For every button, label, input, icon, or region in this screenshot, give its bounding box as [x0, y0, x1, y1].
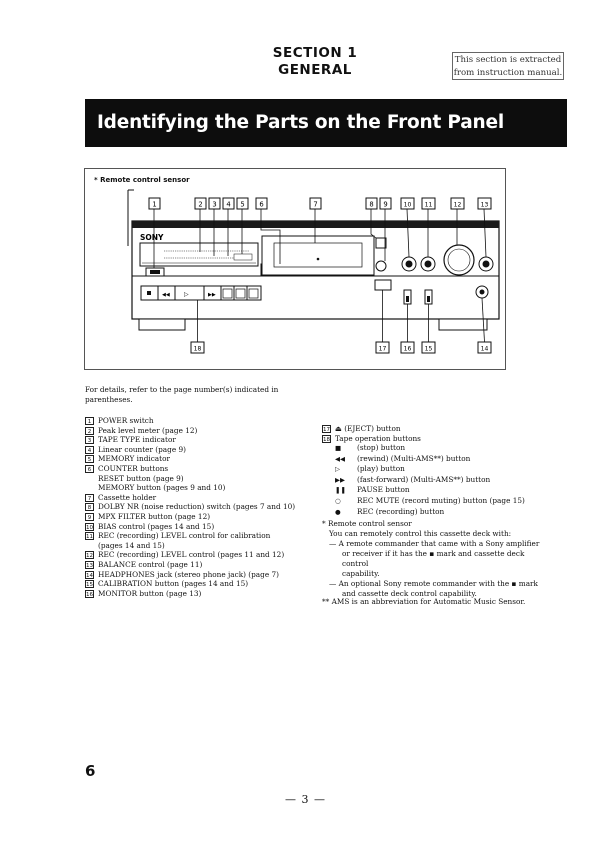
svg-text:▷: ▷ [184, 291, 189, 298]
part-item: 2 Peak level meter (page 12) [85, 426, 295, 436]
page-banner [85, 99, 567, 147]
section-heading [240, 45, 390, 79]
callout-15: 15 [424, 345, 433, 353]
section-title: GENERAL [278, 62, 352, 78]
callout-7: 7 [313, 200, 318, 209]
callout-8: 8 [369, 200, 374, 209]
svg-text:◀◀: ◀◀ [162, 292, 170, 298]
play-icon: ▷ [335, 465, 340, 474]
part-subitem: RESET button (page 9) [98, 473, 184, 483]
tape-operation-list [322, 443, 525, 517]
brand-logo: SONY [140, 233, 164, 242]
callout-1: 1 [152, 200, 157, 209]
remote-line: You can remotely control this cassette deck with: [329, 529, 512, 538]
callout-18: 18 [193, 345, 202, 353]
callout-16: 16 [403, 345, 412, 353]
part-item: 13 BALANCE control (page 11) [86, 559, 203, 569]
part-item: 6 COUNTER buttons [85, 464, 295, 474]
tape-op-item: ● REC (recording) button [335, 506, 445, 516]
tape-op-item: ■ (stop) button [335, 443, 406, 452]
pause-icon: ❚❚ [335, 486, 346, 495]
remote-sensor-label: * Remote control sensor [94, 176, 190, 184]
callout-13: 13 [480, 201, 489, 209]
ams-footnote: ** AMS is an abbreviation for Automatic Music Sensor. [322, 597, 526, 606]
callout-17: 17 [378, 345, 387, 353]
svg-text:▶▶: ▶▶ [208, 292, 216, 298]
remote-bullet: — An optional Sony remote commander with the ▪ mark [329, 579, 538, 588]
part-item: 15 CALIBRATION button (pages 14 and 15) [86, 579, 249, 589]
callout-14: 14 [480, 345, 489, 353]
rewind-icon: ◀◀ [335, 454, 345, 463]
footer-page-marker: — 3 — [285, 793, 326, 806]
extract-note-line1: This section is extracted [454, 55, 562, 65]
part-item: 8 DOLBY NR (noise reduction) switch (pages 7 and 10) [85, 502, 295, 512]
remote-bullet: — A remote commander that came with a Sony amplifier [329, 539, 540, 548]
rec-icon: ● [335, 507, 341, 516]
callout-2: 2 [198, 200, 203, 209]
callout-11: 11 [424, 201, 433, 209]
part-subitem: MEMORY button (pages 9 and 10) [98, 483, 226, 493]
page-number: 6 [85, 762, 96, 780]
part-item: 17 ⏏ (EJECT) button [323, 424, 401, 433]
callout-4: 4 [226, 200, 231, 209]
callout-5: 5 [240, 200, 245, 209]
remote-bullet-cont: or receiver if it has the ▪ mark and cassette deck control [342, 549, 525, 568]
remote-bullet-cont: and cassette deck control capability. [342, 589, 477, 598]
part-item: 7 Cassette holder [85, 493, 295, 503]
tape-op-item: ▶▶ (fast-forward) (Multi-AMS**) button [335, 474, 491, 484]
part-item: 3 TAPE TYPE indicator [85, 435, 295, 445]
callout-3: 3 [212, 200, 217, 209]
stop-icon: ■ [335, 444, 342, 452]
tape-op-item: ◀◀ (rewind) (Multi-AMS**) button [335, 453, 471, 463]
callout-9: 9 [383, 200, 388, 209]
tape-op-item: ❚❚ PAUSE button [335, 485, 410, 495]
remote-sensor-section [322, 519, 547, 599]
part-item: 1 POWER switch [85, 416, 295, 426]
callout-10: 10 [403, 201, 412, 209]
part-item: 9 MPX FILTER button (page 12) [85, 512, 295, 522]
remote-bullet-cont: capability. [342, 569, 380, 578]
rec-mute-icon: ○ [335, 496, 341, 505]
tape-op-item: ○ REC MUTE (record muting) button (page 15) [335, 495, 525, 505]
part-item: 14 HEADPHONES jack (stereo phone jack) (page 7) [86, 569, 279, 579]
part-item: 4 Linear counter (page 9) [85, 445, 295, 455]
part-item: 18 Tape operation buttons [323, 433, 421, 443]
part-item: 10 BIAS control (pages 14 and 15) [86, 521, 215, 531]
intro-text: For details, refer to the page number(s) indicated in parentheses. [85, 385, 279, 404]
section-number: SECTION 1 [272, 45, 358, 61]
part-item: 16 MONITOR button (page 13) [86, 588, 202, 598]
banner-title: Identifying the Parts on the Front Panel [97, 112, 504, 133]
callout-12: 12 [453, 201, 462, 209]
tape-op-item: ▷ (play) button [335, 464, 405, 474]
front-panel-diagram [84, 168, 504, 368]
part-item: 12 REC (recording) LEVEL control (pages 11 and 12) [86, 550, 285, 560]
callout-6: 6 [259, 200, 264, 209]
parts-list-right [322, 424, 542, 443]
part-item: 5 MEMORY indicator [85, 454, 295, 464]
remote-heading: * Remote control sensor [322, 519, 412, 528]
extract-note [452, 52, 564, 80]
extract-note-line2: from instruction manual. [453, 68, 563, 78]
part-item: 11 REC (recording) LEVEL control for calibration [86, 531, 271, 541]
fast-forward-icon: ▶▶ [335, 475, 345, 484]
part-subitem: (pages 14 and 15) [98, 540, 165, 550]
parts-list-left [85, 416, 295, 598]
